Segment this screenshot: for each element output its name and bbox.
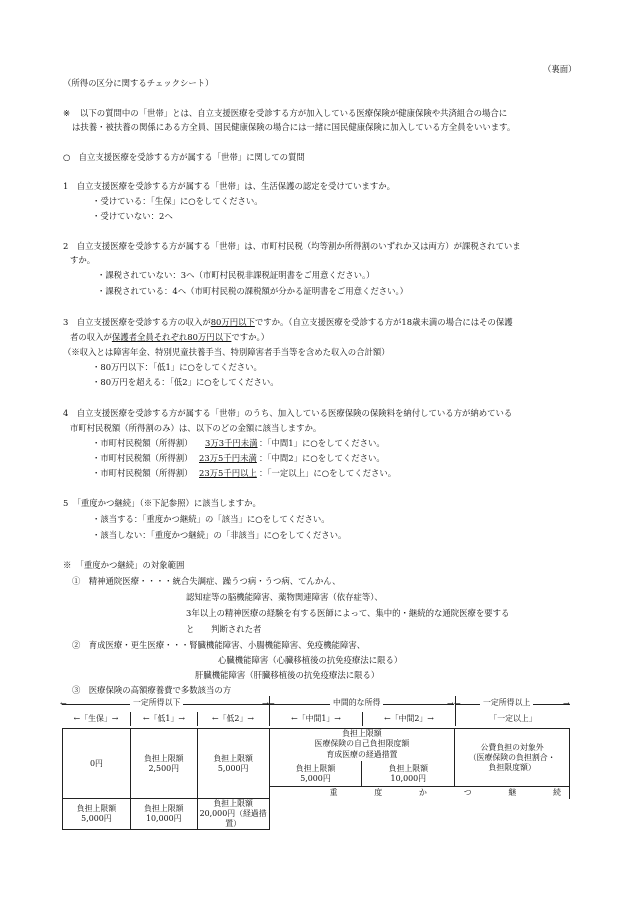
chukan2-burden: 負担上限額 10,000円	[362, 761, 455, 787]
note-mark: ※	[63, 108, 71, 118]
question-3-text-b: ですか。（自立支援医療を受診する方が18歳未満の場合にはその保護	[254, 317, 513, 327]
question-3-guardian-threshold: 保護者全員それぞれ80万円以下	[111, 332, 232, 342]
question-3-line-2	[70, 332, 269, 343]
question-3-threshold: 80万円以下	[210, 317, 255, 327]
scope-item-1: ① 精神通院医療・・・・統合失調症、躁うつ病・うつ病、てんかん、	[72, 576, 341, 586]
category-chukan1: ←「中間1」→	[291, 714, 341, 723]
question-1-option-2: ・受けていない：2へ	[92, 211, 173, 221]
question-4-row-result: ：「一定以上」に○をしてください。	[259, 468, 397, 478]
scope-item-1-line-4: と 判断された者	[186, 624, 262, 634]
note-line-1: 以下の質問中の「世帯」とは、自立支援医療を受診する方が加入している医療保険が健康保険や共済組合の場合に	[80, 108, 508, 118]
arrow-right-icon: →	[262, 699, 269, 708]
question-4-line-1: 4 自立支援医療を受診する方が属する「世帯」のうち、加入している医療保険の保険料を納付している方が納めている	[63, 408, 513, 418]
category-ittei: 「一定以上」	[489, 714, 537, 723]
chukan1-burden: 負担上限額 5,000円	[269, 761, 362, 787]
scope-item-1-line-3: 3年以上の精神医療の経験を有する医師によって、集中的・継続的な通院医療を要する	[186, 608, 510, 618]
arrow-left-icon: ←	[60, 699, 67, 708]
middle-burden-heading: 負担上限額 医療保険の自己負担限度額	[269, 729, 455, 749]
tei1-burden: 負担上限額 2,500円	[130, 729, 197, 799]
question-3-option-2: ・80万円を超える：「低2」に○をしてください。	[92, 377, 279, 387]
above-range-label: 一定所得以上	[480, 698, 533, 708]
category-chukan2: ←「中間2」→	[384, 714, 434, 723]
scope-item-3: ③ 医療保険の高額療養費で多数該当の方	[72, 685, 232, 695]
question-3-option-1: ・80万円以下：「低1」に○をしてください。	[92, 362, 262, 372]
scope-item-1-line-2: 認知症等の脳機能障害、薬物関連障害（依存症等）、	[186, 592, 383, 602]
arrow-right-icon: →	[563, 699, 570, 708]
below-range-label: 一定所得以下	[130, 698, 183, 708]
question-4-row-amount: 23万5千円未満	[199, 453, 257, 463]
question-5-option-2: ・該当しない：「重度かつ継続」の「非該当」に○をしてください。	[92, 530, 347, 540]
question-2-line-1: 2 自立支援医療を受診する方が属する「世帯」は、市町村民税（均等割か所得割のいずれか又は両方）が課税されていま	[63, 241, 521, 251]
scope-heading: ※ 「重度かつ継続」の対象範囲	[63, 560, 185, 570]
category-tei1: ←「低1」→	[143, 714, 185, 723]
note-line-2: は扶養・被扶養の関係にある方全員、国民健康保険の場合には一緒に国民健康保険に加入している方全員をいいます。	[72, 122, 516, 132]
question-4-row-amount: 3万3千円未満	[205, 438, 258, 448]
question-1-option-1: ・受けている：「生保」に○をしてください。	[92, 196, 263, 206]
scope-item-2: ② 育成医療・更生医療・・・腎臓機能障害、小腸機能障害、免疫機能障害、	[72, 640, 366, 650]
seiho-burden: 0円	[63, 729, 131, 799]
question-4-line-2: 市町村民税額（所得割のみ）は、以下のどの金額に該当しますか。	[70, 423, 322, 433]
category-seiho: ←「生保」→	[73, 714, 119, 723]
question-3-text-c: 者の収入が	[70, 332, 112, 342]
question-3-text-d: ですか。）	[231, 332, 270, 342]
question-4-row-label: ・市町村民税額（所得割）	[92, 438, 193, 448]
section-heading: ○ 自立支援医療を受診する方が属する「世帯」に関しての質問	[63, 152, 305, 162]
ikusei-transition: 育成医療の経過措置	[269, 749, 455, 761]
burden-table	[62, 728, 570, 830]
scope-item-2-line-2: 心臓機能障害（心臓移植後の抗免疫療法に限る）	[218, 655, 403, 665]
question-5: 5 「重度かつ継続」（※下記参照）に該当しますか。	[63, 498, 261, 508]
question-3-text-a: 3 自立支援医療を受診する方の収入が	[63, 317, 211, 327]
juudo-chukan2: 負担上限額 10,000円	[130, 799, 197, 830]
scope-item-2-line-3: 肝臓機能障害（肝臓移植後の抗免疫療法に限る）	[195, 670, 380, 680]
question-4-row-result: ：「中間1」に○をしてください。	[259, 438, 385, 448]
middle-range-label: 中間的な所得	[330, 698, 383, 708]
arrow-left-icon: ←	[268, 699, 275, 708]
question-2-option-2: ・課税されている：4へ（市町村民税の課税額が分かる証明書をご用意ください。）	[97, 286, 409, 296]
question-3-line-1	[63, 317, 513, 328]
arrow-left-icon: ←	[454, 699, 461, 708]
tei2-burden: 負担上限額 5,000円	[197, 729, 269, 799]
question-3-income-note: （※収入とは障害年金、特別児童扶養手当、特別障害者手当等を含めた収入の合計額）	[63, 347, 390, 357]
question-1: 1 自立支援医療を受診する方が属する「世帯」は、生活保護の認定を受けていますか。	[63, 181, 395, 191]
category-tei2: ←「低2」→	[212, 714, 254, 723]
arrow-right-icon: →	[447, 699, 454, 708]
juudo-label: 重 度 か つ 継 続	[269, 787, 569, 799]
page-side-label: （裏面）	[543, 64, 577, 74]
juudo-ittei: 負担上限額 20,000円（経過措置）	[197, 799, 269, 830]
question-4-row-label: ・市町村民税額（所得割）	[92, 453, 193, 463]
question-4-row-amount: 23万5千円以上	[199, 468, 257, 478]
question-2-line-2: すか。	[70, 255, 96, 265]
question-2-option-1: ・課税されていない：3へ（市町村民税非課税証明書をご用意ください。）	[97, 270, 375, 280]
question-5-option-1: ・該当する：「重度かつ継続」の「該当」に○をしてください。	[92, 514, 330, 524]
sheet-title: （所得の区分に関するチェックシート）	[63, 78, 214, 88]
above-burden: 公費負担の対象外 （医療保険の負担割合・ 負担限度額）	[455, 729, 570, 787]
question-4-row-result: ：「中間2」に○をしてください。	[259, 453, 385, 463]
question-4-row-label: ・市町村民税額（所得割）	[92, 468, 193, 478]
juudo-chukan1: 負担上限額 5,000円	[63, 799, 131, 830]
